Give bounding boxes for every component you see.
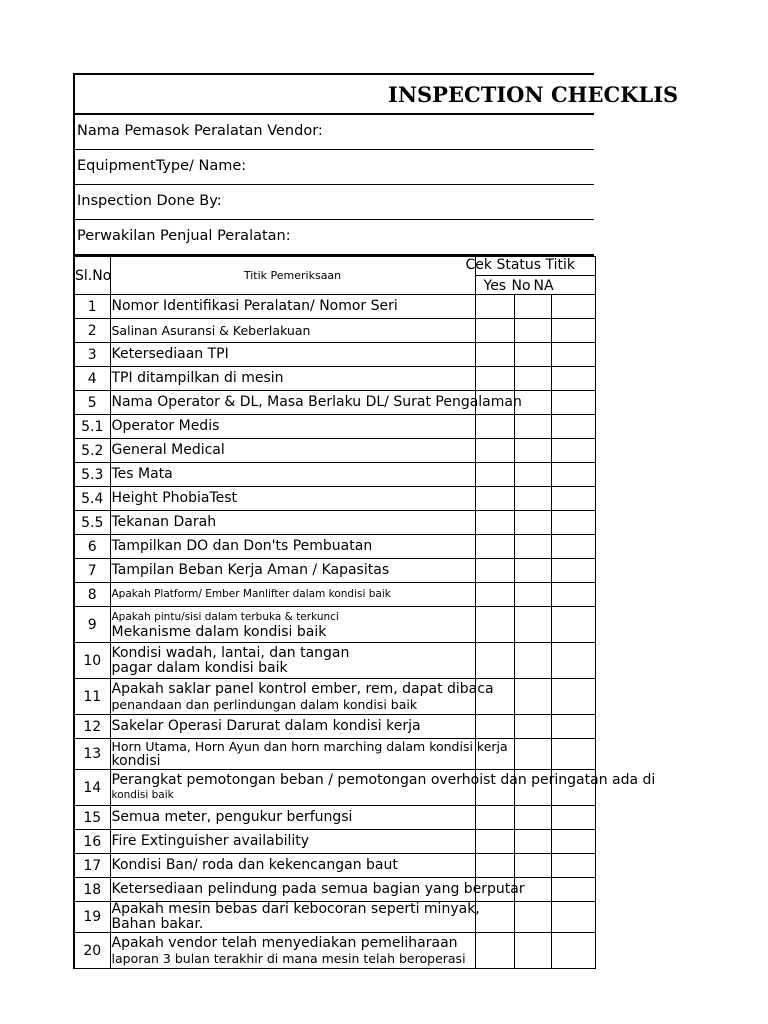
col-status-header — [465, 257, 595, 276]
status-na-cell[interactable] — [551, 715, 595, 739]
status-yes-cell[interactable] — [475, 830, 514, 854]
check-item-text: Ketersediaan pelindung pada semua bagian yang berputar — [111, 881, 525, 897]
status-yes-cell[interactable] — [475, 559, 514, 583]
row-number: 6 — [74, 535, 110, 559]
status-na-cell[interactable] — [551, 367, 595, 391]
status-no-cell[interactable] — [514, 463, 551, 487]
check-item-text: Tes Mata — [111, 466, 173, 482]
status-no-cell[interactable] — [514, 583, 551, 607]
status-na-cell[interactable] — [551, 439, 595, 463]
vendor-row — [73, 115, 594, 150]
check-item-text: Perangkat pemotongan beban / pemotongan overhoist dan peringatan ada di — [111, 771, 656, 788]
status-yes-cell[interactable] — [475, 715, 514, 739]
check-item — [110, 415, 475, 439]
row-number: 11 — [74, 679, 110, 715]
check-item — [110, 830, 475, 854]
status-no-cell[interactable] — [514, 319, 551, 343]
status-yes-cell[interactable] — [475, 679, 514, 715]
inspector-row — [73, 185, 594, 220]
status-na-cell[interactable] — [551, 463, 595, 487]
table-row — [74, 739, 595, 770]
status-na-cell[interactable] — [551, 343, 595, 367]
check-item — [110, 854, 475, 878]
row-number: 9 — [74, 607, 110, 643]
row-number: 14 — [74, 770, 110, 806]
row-number: 2 — [74, 319, 110, 343]
check-item-text: General Medical — [111, 442, 225, 458]
row-number: 5.2 — [74, 439, 110, 463]
status-yes-cell[interactable] — [475, 770, 514, 806]
status-no-cell[interactable] — [514, 607, 551, 643]
check-item-text: Nomor Identifikasi Peralatan/ Nomor Seri — [111, 298, 398, 314]
check-item-text: Tampilkan DO dan Don'ts Pembuatan — [111, 538, 373, 554]
row-number: 19 — [74, 902, 110, 933]
status-na-cell[interactable] — [551, 878, 595, 902]
status-no-cell[interactable] — [514, 933, 551, 969]
table-row — [74, 463, 595, 487]
row-number: 1 — [74, 295, 110, 319]
check-item — [110, 559, 475, 583]
row-number: 15 — [74, 806, 110, 830]
status-na-cell[interactable] — [551, 830, 595, 854]
table-row — [74, 391, 595, 415]
status-na-cell[interactable] — [551, 902, 595, 933]
row-number: 5.1 — [74, 415, 110, 439]
status-yes-cell[interactable] — [475, 463, 514, 487]
status-yes-cell[interactable] — [475, 511, 514, 535]
col-item-header: Titik Pemeriksaan — [110, 257, 475, 295]
check-item-text: Salinan Asuransi & Keberlakuan — [111, 323, 311, 338]
status-no-cell[interactable] — [514, 391, 551, 415]
status-na-cell[interactable] — [551, 487, 595, 511]
table-row — [74, 830, 595, 854]
status-header-label: Cek Status Titik — [465, 257, 576, 273]
table-row — [74, 643, 595, 679]
table-row — [74, 679, 595, 715]
status-no-cell[interactable] — [514, 487, 551, 511]
status-no-cell[interactable] — [514, 535, 551, 559]
status-no-cell[interactable] — [514, 295, 551, 319]
status-no-cell[interactable] — [514, 367, 551, 391]
row-number: 12 — [74, 715, 110, 739]
table-row — [74, 415, 595, 439]
table-row — [74, 607, 595, 643]
table-row — [74, 559, 595, 583]
check-item — [110, 463, 475, 487]
col-no-header: No — [511, 278, 531, 294]
row-number: 5 — [74, 391, 110, 415]
col-sl-header: Sl.No — [74, 257, 110, 295]
check-item — [110, 295, 475, 319]
table-row — [74, 770, 595, 806]
check-item — [110, 739, 508, 770]
status-yes-cell[interactable] — [475, 367, 514, 391]
row-number: 3 — [74, 343, 110, 367]
status-yes-cell[interactable] — [475, 583, 514, 607]
check-item-text-cont: kondisi — [111, 753, 161, 769]
representative-row — [73, 220, 594, 256]
status-no-cell[interactable] — [514, 878, 551, 902]
status-na-cell[interactable] — [551, 391, 595, 415]
status-na-cell[interactable] — [551, 295, 595, 319]
check-item-text: Apakah pintu/sisi dalam terbuka & terkunci — [111, 610, 339, 623]
row-number: 13 — [74, 739, 110, 770]
col-yes-header: Yes — [483, 278, 507, 294]
check-item-text: Tampilan Beban Kerja Aman / Kapasitas — [111, 562, 390, 578]
status-yes-cell[interactable] — [475, 878, 514, 902]
check-item-text-cont: penandaan dan perlindungan dalam kondisi baik — [111, 696, 418, 712]
status-no-cell[interactable] — [514, 806, 551, 830]
check-item-text: TPI ditampilkan di mesin — [111, 370, 284, 386]
checklist-sheet — [73, 73, 679, 969]
status-yes-cell[interactable] — [475, 643, 514, 679]
table-row — [74, 295, 595, 319]
check-item-text-cont: laporan 3 bulan terakhir di mana mesin telah beroperasi — [111, 950, 466, 966]
check-item-text: Tekanan Darah — [111, 514, 217, 530]
check-item — [110, 487, 475, 511]
status-na-cell[interactable] — [551, 770, 595, 806]
check-item-text: Kondisi wadah, lantai, dan tangan — [111, 644, 350, 661]
col-na-header: NA — [533, 278, 554, 294]
table-row — [74, 439, 595, 463]
check-item-text: Kondisi Ban/ roda dan kekencangan baut — [111, 857, 398, 873]
status-no-cell[interactable] — [514, 343, 551, 367]
row-number: 18 — [74, 878, 110, 902]
status-no-cell[interactable] — [514, 715, 551, 739]
status-yes-cell[interactable] — [475, 487, 514, 511]
status-na-cell[interactable] — [551, 607, 595, 643]
check-item — [110, 607, 475, 643]
check-item-text: Apakah mesin bebas dari kebocoran seperti minyak, — [111, 901, 480, 917]
status-yes-cell[interactable] — [475, 319, 514, 343]
check-item-text-cont: kondisi baik — [111, 788, 174, 801]
status-yes-cell[interactable] — [475, 933, 514, 969]
check-item — [110, 511, 475, 535]
check-item-text-cont: Bahan bakar. — [111, 916, 204, 932]
check-item-text-cont: pagar dalam kondisi baik — [111, 659, 288, 676]
status-no-cell[interactable] — [514, 559, 551, 583]
status-na-cell[interactable] — [551, 415, 595, 439]
row-number: 8 — [74, 583, 110, 607]
status-no-cell[interactable] — [514, 830, 551, 854]
status-yes-cell[interactable] — [475, 295, 514, 319]
check-item — [110, 679, 494, 715]
status-na-cell[interactable] — [551, 679, 595, 715]
yes-no-na-header — [475, 276, 595, 295]
table-row — [74, 367, 595, 391]
table-row — [74, 319, 595, 343]
status-yes-cell[interactable] — [475, 391, 514, 415]
table-row — [74, 878, 595, 902]
table-row — [74, 933, 595, 969]
table-row — [74, 535, 595, 559]
status-na-cell[interactable] — [551, 643, 595, 679]
status-yes-cell[interactable] — [475, 535, 514, 559]
row-number: 10 — [74, 643, 110, 679]
status-yes-cell[interactable] — [475, 439, 514, 463]
status-no-cell[interactable] — [514, 679, 551, 715]
check-item — [110, 583, 475, 607]
vendor-label: Nama Pemasok Peralatan Vendor: — [77, 123, 323, 139]
row-number: 16 — [74, 830, 110, 854]
status-yes-cell[interactable] — [475, 806, 514, 830]
row-number: 7 — [74, 559, 110, 583]
check-item — [110, 439, 475, 463]
table-row — [74, 902, 595, 933]
table-row — [74, 343, 595, 367]
check-item-text: Operator Medis — [111, 418, 220, 434]
status-no-cell[interactable] — [514, 643, 551, 679]
check-item — [110, 391, 522, 415]
status-yes-cell[interactable] — [475, 415, 514, 439]
representative-label: Perwakilan Penjual Peralatan: — [77, 228, 291, 244]
check-item-text: Fire Extinguisher availability — [111, 833, 310, 849]
status-na-cell[interactable] — [551, 806, 595, 830]
status-na-cell[interactable] — [551, 583, 595, 607]
status-na-cell[interactable] — [551, 559, 595, 583]
row-number: 5.4 — [74, 487, 110, 511]
status-na-cell[interactable] — [551, 319, 595, 343]
table-row — [74, 487, 595, 511]
status-na-cell[interactable] — [551, 511, 595, 535]
status-no-cell[interactable] — [514, 902, 551, 933]
check-item — [110, 901, 480, 933]
status-yes-cell[interactable] — [475, 854, 514, 878]
check-item-text: Nama Operator & DL, Masa Berlaku DL/ Surat Pengalaman — [111, 394, 522, 410]
status-no-cell[interactable] — [514, 439, 551, 463]
check-item — [110, 535, 475, 559]
table-row — [74, 806, 595, 830]
title-row — [73, 73, 679, 115]
status-no-cell[interactable] — [514, 770, 551, 806]
equipment-row — [73, 150, 594, 185]
row-number: 4 — [74, 367, 110, 391]
check-item — [110, 806, 475, 830]
status-yes-cell[interactable] — [475, 343, 514, 367]
check-item-text: Apakah vendor telah menyediakan pemeliharaan — [111, 934, 458, 951]
check-item — [110, 770, 656, 806]
equipment-label: EquipmentType/ Name: — [77, 158, 247, 174]
status-no-cell[interactable] — [514, 739, 551, 770]
inspector-label: Inspection Done By: — [77, 193, 222, 209]
check-item — [110, 715, 475, 739]
check-item — [110, 319, 475, 343]
status-na-cell[interactable] — [551, 933, 595, 969]
table-row — [74, 511, 595, 535]
check-item-text: Apakah saklar panel kontrol ember, rem, dapat dibaca — [111, 680, 494, 697]
status-na-cell[interactable] — [551, 739, 595, 770]
row-number: 20 — [74, 933, 110, 969]
check-item — [110, 343, 475, 367]
status-no-cell[interactable] — [514, 511, 551, 535]
check-item-text: Height PhobiaTest — [111, 490, 238, 506]
check-item — [110, 367, 475, 391]
row-number: 17 — [74, 854, 110, 878]
check-item-text: Sakelar Operasi Darurat dalam kondisi kerja — [111, 718, 421, 734]
status-na-cell[interactable] — [551, 854, 595, 878]
table-row — [74, 715, 595, 739]
status-yes-cell[interactable] — [475, 739, 514, 770]
table-row — [74, 854, 595, 878]
table-row — [74, 583, 595, 607]
check-item-text: Apakah Platform/ Ember Manlifter dalam kondisi baik — [111, 588, 391, 600]
check-item — [110, 878, 525, 902]
check-item-text-cont: Mekanisme dalam kondisi baik — [111, 623, 327, 640]
status-yes-cell[interactable] — [475, 607, 514, 643]
row-number: 5.5 — [74, 511, 110, 535]
status-na-cell[interactable] — [551, 535, 595, 559]
status-no-cell[interactable] — [514, 854, 551, 878]
check-item — [110, 933, 475, 969]
page-title: INSPECTION CHECKLIS — [388, 82, 679, 107]
check-item — [110, 643, 475, 679]
row-number: 5.3 — [74, 463, 110, 487]
checklist-table — [73, 256, 656, 969]
check-item-text: Ketersediaan TPI — [111, 346, 229, 362]
check-item-text: Horn Utama, Horn Ayun dan horn marching dalam kondisi kerja — [111, 739, 508, 754]
status-yes-cell[interactable] — [475, 902, 514, 933]
check-item-text: Semua meter, pengukur berfungsi — [111, 809, 353, 825]
status-no-cell[interactable] — [514, 415, 551, 439]
